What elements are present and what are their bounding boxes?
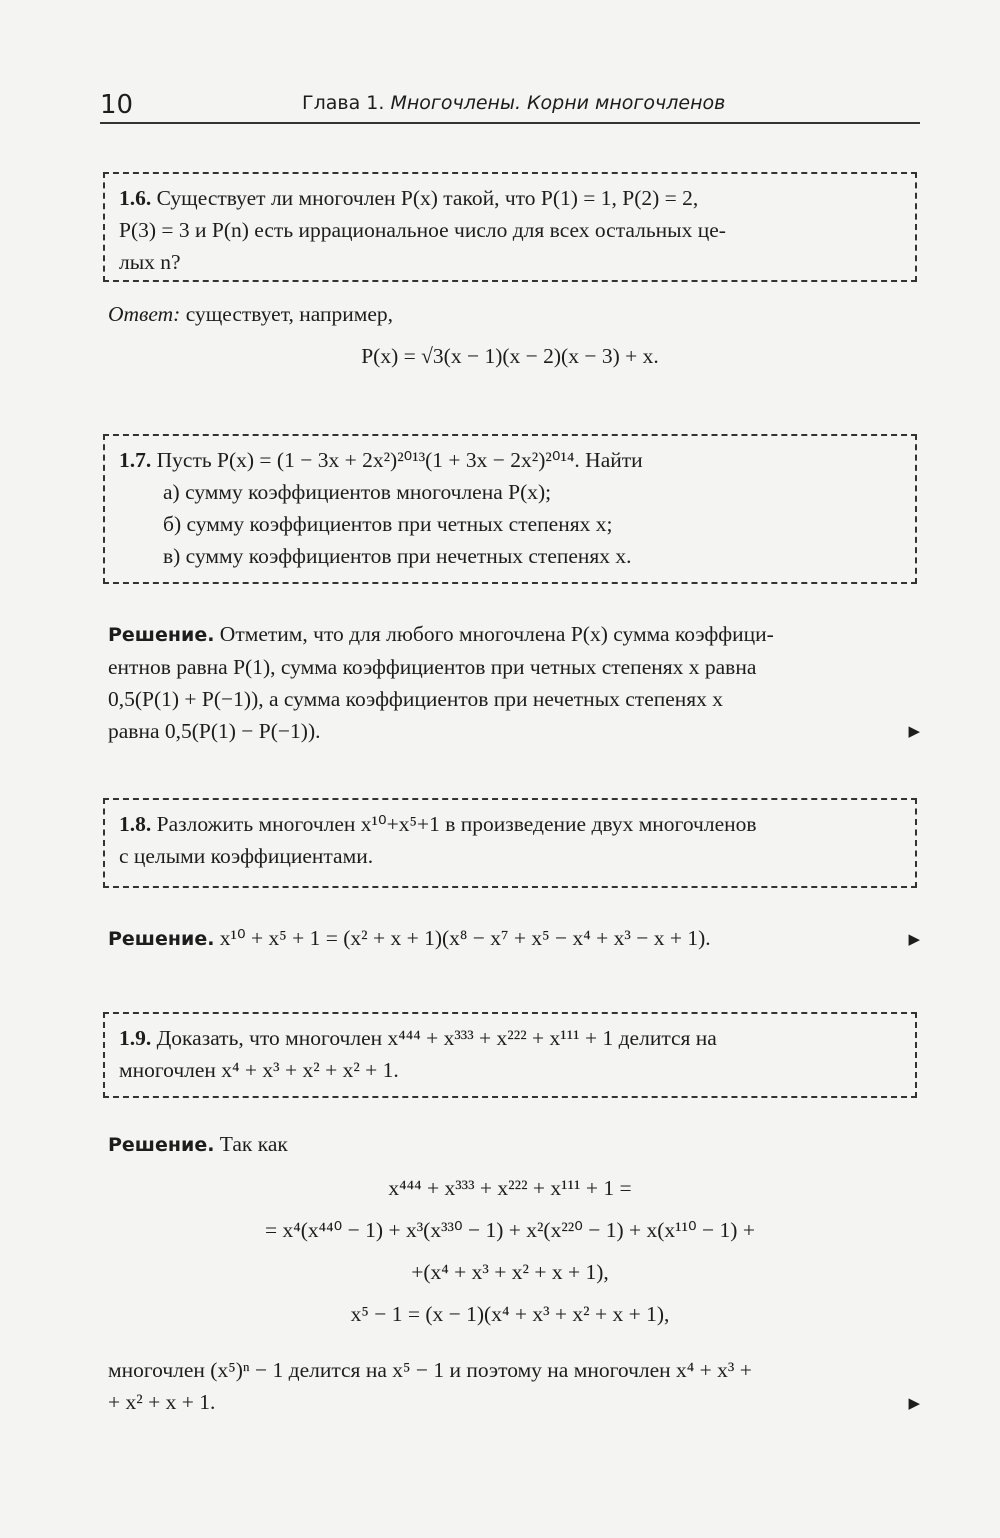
answer-text: существует, например, — [185, 302, 394, 326]
problem-1-9-line-1: 1.9. Доказать, что многочлен x⁴⁴⁴ + x³³³ + x²²² + x¹¹¹ + 1 делится на — [119, 1026, 717, 1050]
problem-1-7-box — [103, 434, 917, 584]
problem-1-6-line-2: P(3) = 3 и P(n) есть иррациональное число для всех остальных це- — [119, 218, 726, 242]
problem-number: 1.6. — [119, 186, 152, 210]
chapter-label: Глава 1. — [302, 92, 385, 114]
page-header — [100, 82, 920, 124]
problem-1-9-conclusion: многочлен (x⁵)ⁿ − 1 делится на x⁵ − 1 и поэтому на многочлен x⁴ + x³ + + x² + x + 1. — [108, 1358, 752, 1414]
chapter-title: Многочлены. Корни многочленов — [390, 92, 726, 114]
problem-1-8-line-1: 1.8. Разложить многочлен x¹⁰+x⁵+1 в произведение двух многочленов — [119, 812, 757, 836]
problem-1-8-solution: Решение. x¹⁰ + x⁵ + 1 = (x² + x + 1)(x⁸ − x⁷ + x⁵ − x⁴ + x³ − x + 1). — [108, 926, 711, 950]
answer-formula: P(x) = √3(x − 1)(x − 2)(x − 3) + x. — [361, 344, 659, 368]
problem-1-6-line-1: 1.6. Существует ли многочлен P(x) такой, что P(1) = 1, P(2) = 2, — [119, 186, 699, 210]
answer-label: Ответ: — [108, 302, 181, 326]
problem-1-6-answer — [108, 298, 920, 330]
problem-1-7-solution: Решение. Отметим, что для любого многочлена P(x) сумма коэффици- ентнов равна P(1), сумма коэффициентов при четных степенях x равна 0,5(P(1) + P(−1)), а сумма коэффициентов при нечетных степенях x равна 0,5(P(1) − P(−1)). — [108, 622, 774, 743]
problem-1-7-item-c: в) сумму коэффициентов при нечетных степенях x. — [163, 544, 632, 568]
problem-1-9-line-2: многочлен x⁴ + x³ + x² + x² + 1. — [119, 1058, 399, 1082]
problem-1-6-line-3: лых n? — [119, 250, 181, 274]
equation-line-2: = x⁴(x⁴⁴⁰ − 1) + x³(x³³⁰ − 1) + x²(x²²⁰ − 1) + x(x¹¹⁰ − 1) + — [265, 1218, 755, 1242]
problem-1-8-box — [103, 798, 917, 888]
problem-1-9-box — [103, 1012, 917, 1098]
problem-number: 1.9. — [119, 1026, 152, 1050]
equation-line-3: +(x⁴ + x³ + x² + x + 1), — [411, 1260, 609, 1284]
problem-1-7-item-a: а) сумму коэффициентов многочлена P(x); — [163, 480, 552, 504]
end-of-solution-marker: ▶ — [908, 930, 920, 948]
equation-line-4: x⁵ − 1 = (x − 1)(x⁴ + x³ + x² + x + 1), — [350, 1302, 670, 1326]
solution-label: Решение. — [108, 1134, 215, 1156]
end-of-solution-marker: ▶ — [908, 1394, 920, 1412]
problem-number: 1.8. — [119, 812, 152, 836]
running-head — [302, 92, 725, 114]
solution-label: Решение. — [108, 624, 215, 646]
problem-1-7-intro: 1.7. Пусть P(x) = (1 − 3x + 2x²)²⁰¹³(1 + 3x − 2x²)²⁰¹⁴. Найти — [119, 448, 643, 472]
problem-1-8-line-2: с целыми коэффициентами. — [119, 844, 374, 868]
problem-1-7-item-b: б) сумму коэффициентов при четных степенях x; — [163, 512, 613, 536]
solution-label: Решение. — [108, 928, 215, 950]
problem-number: 1.7. — [119, 448, 152, 472]
equation-line-1: x⁴⁴⁴ + x³³³ + x²²² + x¹¹¹ + 1 = — [388, 1176, 632, 1200]
end-of-solution-marker: ▶ — [908, 722, 920, 740]
problem-1-9-solution: Решение. Так как — [108, 1132, 288, 1156]
page-number: 10 — [100, 90, 134, 120]
problem-1-6-box — [103, 172, 917, 282]
